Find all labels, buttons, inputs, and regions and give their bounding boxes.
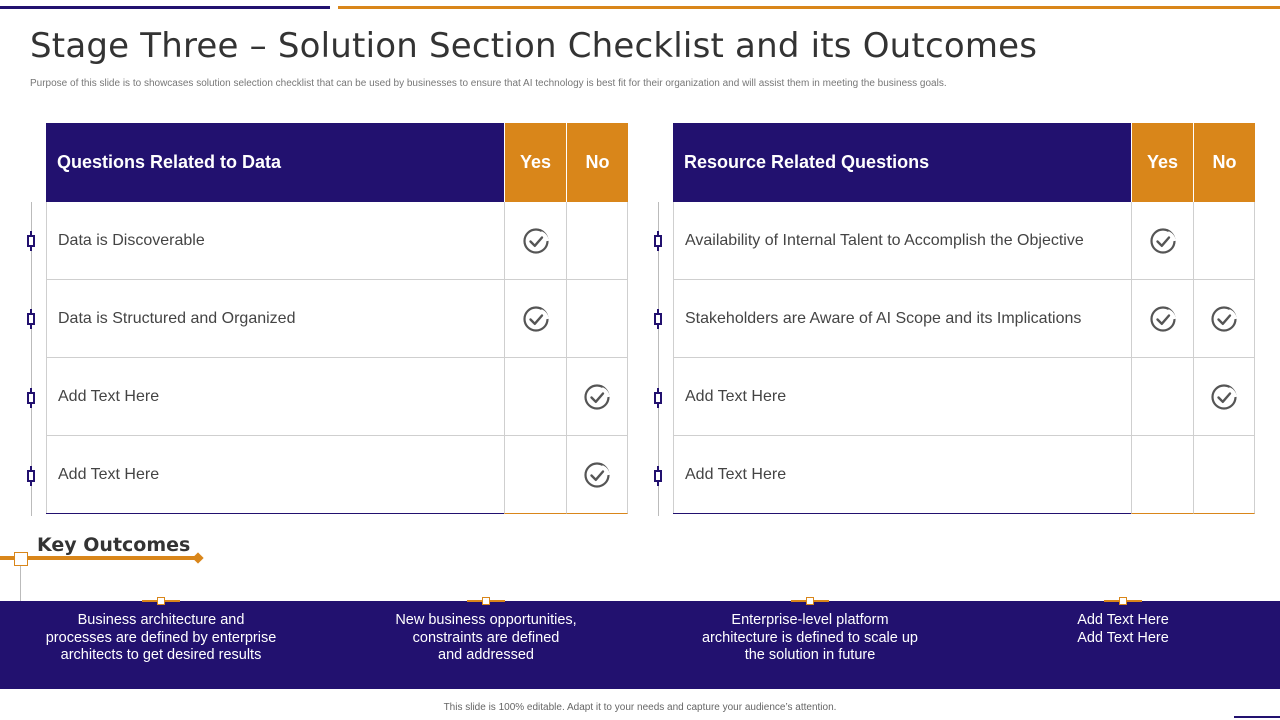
check-circle-icon [1149, 227, 1177, 255]
row-question: Stakeholders are Aware of AI Scope and its Implications [673, 280, 1131, 357]
check-circle-icon [1210, 305, 1238, 333]
row-no-cell [566, 202, 628, 279]
row-question: Availability of Internal Talent to Accomplish the Objective [673, 202, 1131, 279]
page-title: Stage Three – Solution Section Checklist and its Outcomes [30, 26, 1038, 66]
table-row [673, 202, 1255, 280]
row-marker [27, 313, 35, 325]
key-outcomes-title: Key Outcomes [37, 534, 191, 556]
row-marker [654, 235, 662, 247]
row-question: Data is Discoverable [46, 202, 504, 279]
check-circle-icon [522, 305, 550, 333]
outcome-marker [1104, 597, 1142, 605]
row-no-cell [1193, 280, 1255, 357]
outcome-text: New business opportunities, constraints are defined and addressed [395, 612, 577, 663]
row-marker [27, 470, 35, 482]
row-question: Add Text Here [46, 358, 504, 435]
table-row [673, 280, 1255, 358]
table-header-no: No [566, 123, 628, 202]
row-yes-cell [1131, 436, 1193, 514]
row-yes-cell [504, 358, 566, 435]
page-subtitle: Purpose of this slide is to showcases solution selection checklist that can be used by businesses to ensure that AI technology is best fit for their organization and will assist them in meeting the business goals. [30, 78, 947, 89]
table-row [673, 358, 1255, 436]
footer-note: This slide is 100% editable. Adapt it to your needs and capture your audience’s attention. [443, 702, 837, 713]
table-row [46, 280, 628, 358]
data-questions-table [46, 123, 628, 514]
key-outcomes-marker [14, 552, 28, 566]
table-row [673, 436, 1255, 514]
top-accent-bar-right [338, 6, 1280, 9]
row-no-cell [566, 436, 628, 514]
outcome-marker [142, 597, 180, 605]
table-header [46, 123, 628, 202]
check-circle-icon [1149, 305, 1177, 333]
row-no-cell [566, 280, 628, 357]
row-yes-cell [1131, 358, 1193, 435]
row-marker [654, 392, 662, 404]
row-no-cell [566, 358, 628, 435]
check-circle-icon [522, 227, 550, 255]
table-row [46, 358, 628, 436]
row-marker [654, 313, 662, 325]
row-question: Data is Structured and Organized [46, 280, 504, 357]
key-outcomes-line [0, 556, 198, 560]
row-marker [654, 470, 662, 482]
row-yes-cell [504, 202, 566, 279]
check-circle-icon [583, 383, 611, 411]
row-marker [27, 235, 35, 247]
outcome-marker [791, 597, 829, 605]
table-row [46, 436, 628, 514]
outcome-marker [467, 597, 505, 605]
top-accent-bar-left [0, 6, 330, 9]
row-no-cell [1193, 436, 1255, 514]
row-question: Add Text Here [46, 436, 504, 513]
key-outcomes-connector [20, 566, 21, 601]
row-yes-cell [504, 436, 566, 514]
row-question: Add Text Here [673, 436, 1131, 513]
row-no-cell [1193, 202, 1255, 279]
check-circle-icon [1210, 383, 1238, 411]
resource-questions-table [673, 123, 1255, 514]
table-header-no: No [1193, 123, 1255, 202]
outcome-text: Business architecture and processes are defined by enterprise architects to get desired results [45, 612, 277, 663]
row-marker [27, 392, 35, 404]
table-header-question: Resource Related Questions [673, 123, 1131, 202]
row-yes-cell [504, 280, 566, 357]
table-header-yes: Yes [1131, 123, 1193, 202]
row-yes-cell [1131, 280, 1193, 357]
table-header [673, 123, 1255, 202]
table-header-question: Questions Related to Data [46, 123, 504, 202]
outcome-text: Add Text Here Add Text Here [1077, 612, 1169, 646]
table-row [46, 202, 628, 280]
outcome-text: Enterprise-level platform architecture is defined to scale up the solution in future [701, 612, 918, 663]
corner-accent [1234, 716, 1280, 718]
row-yes-cell [1131, 202, 1193, 279]
table-header-yes: Yes [504, 123, 566, 202]
row-no-cell [1193, 358, 1255, 435]
row-question: Add Text Here [673, 358, 1131, 435]
check-circle-icon [583, 461, 611, 489]
